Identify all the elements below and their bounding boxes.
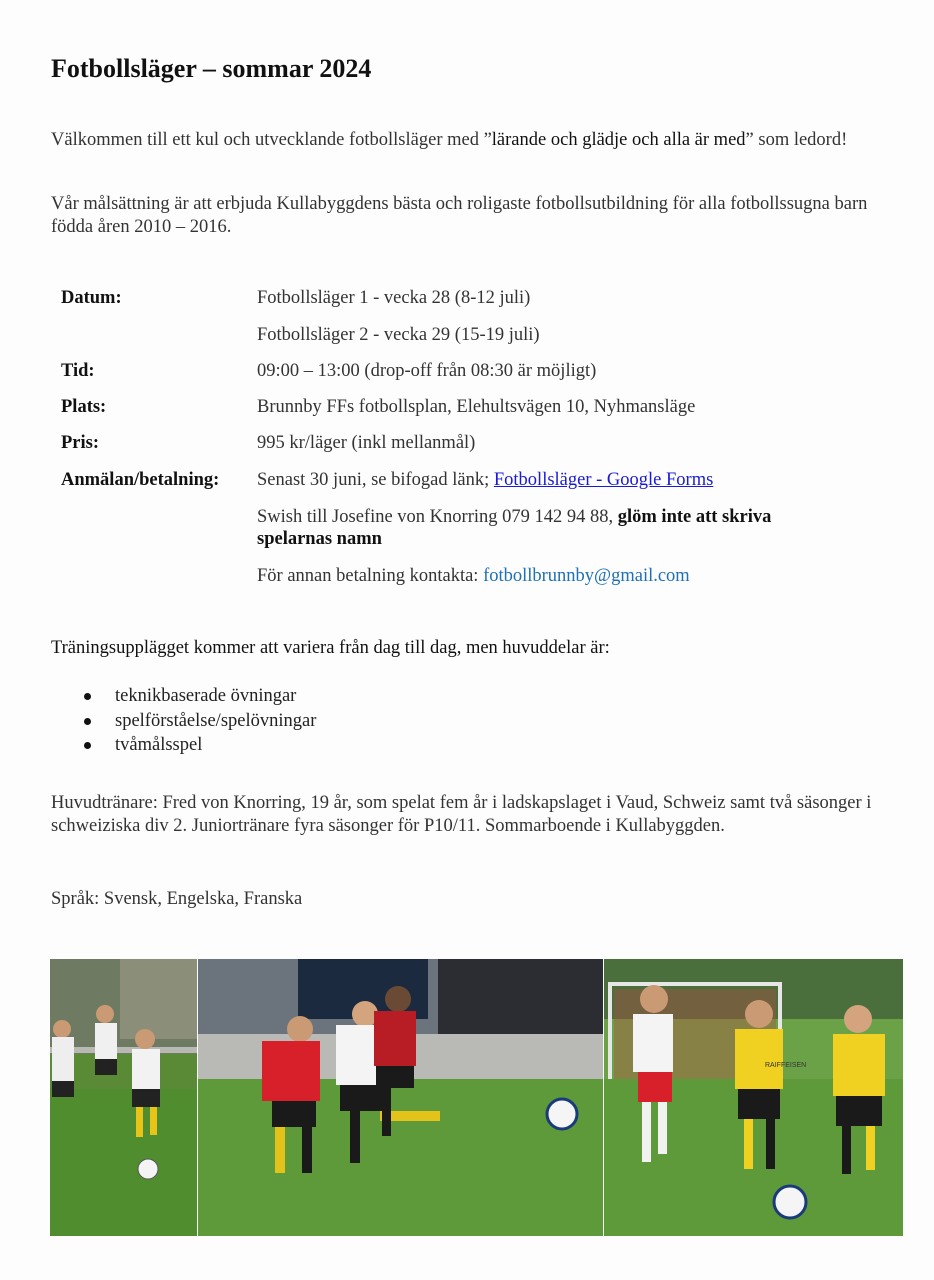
training-list: [51, 684, 316, 758]
swish-value: Swish till Josefine von Knorring 079 142 94 88, glöm inte att skriva spelarnas namn: [257, 507, 772, 549]
bullet-icon: [84, 718, 91, 725]
intro-paragraph-2: Vår målsättning är att erbjuda Kullabyggdens bästa och roligaste fotbollsutbildning för alla fotbollssugna barn födda åren 2010 – 2016.: [51, 194, 868, 237]
bullet-icon: [84, 742, 91, 749]
other-payment-value: För annan betalning kontakta: fotbollbrunnby@gmail.com: [257, 566, 690, 586]
contact-email-link[interactable]: fotbollbrunnby@gmail.com: [483, 566, 690, 586]
photo-1: [50, 959, 197, 1236]
datum-value-1: Fotbollsläger 1 - vecka 28 (8-12 juli): [257, 288, 531, 308]
swish-reminder: glöm inte att skriva spelarnas namn: [257, 507, 772, 549]
anmalan-label: Anmälan/betalning:: [61, 470, 220, 490]
training-intro: Träningsupplägget kommer att variera från dag till dag, men huvuddelar är:: [51, 638, 610, 658]
list-item: teknikbaserade övningar: [51, 684, 316, 709]
photo-strip: [50, 959, 903, 1236]
bullet-icon: [84, 693, 91, 700]
motto-quote: lärande och glädje och alla är med: [491, 130, 746, 150]
plats-value: Brunnby FFs fotbollsplan, Elehultsvägen 10, Nyhmansläge: [257, 397, 696, 417]
tid-value: 09:00 – 13:00 (drop-off från 08:30 är möjligt): [257, 361, 597, 381]
anmalan-value: Senast 30 juni, se bifogad länk; Fotbollsläger - Google Forms: [257, 470, 714, 490]
datum-value-2: Fotbollsläger 2 - vecka 29 (15-19 juli): [257, 325, 540, 345]
pris-value: 995 kr/läger (inkl mellanmål): [257, 433, 476, 453]
language-line: Språk: Svensk, Engelska, Franska: [51, 889, 303, 909]
football-photos: [50, 959, 903, 1236]
google-forms-link[interactable]: Fotbollsläger - Google Forms: [493, 470, 714, 490]
photo-3: [604, 959, 903, 1236]
intro-paragraph-1: Välkommen till ett kul och utvecklande fotbollsläger med ”lärande och glädje och alla är med” som ledord!: [51, 130, 848, 150]
datum-label: Datum:: [61, 288, 122, 308]
coach-paragraph: Huvudtränare: Fred von Knorring, 19 år, som spelat fem år i ladskapslaget i Vaud, Schweiz samt två säsonger i schweiziska div 2. Juniortränare fyra säsonger för P10/11. Sommarboende i Kullabyggden.: [51, 793, 872, 836]
tid-label: Tid:: [61, 361, 95, 381]
jersey-text: RAIFFEISEN: [765, 1062, 807, 1069]
page-title: Fotbollsläger – sommar 2024: [51, 54, 372, 83]
plats-label: Plats:: [61, 397, 107, 417]
photo-2: [198, 959, 603, 1236]
pris-label: Pris:: [61, 433, 100, 453]
list-item: tvåmålsspel: [51, 733, 316, 758]
list-item: spelförståelse/spelövningar: [51, 709, 316, 734]
